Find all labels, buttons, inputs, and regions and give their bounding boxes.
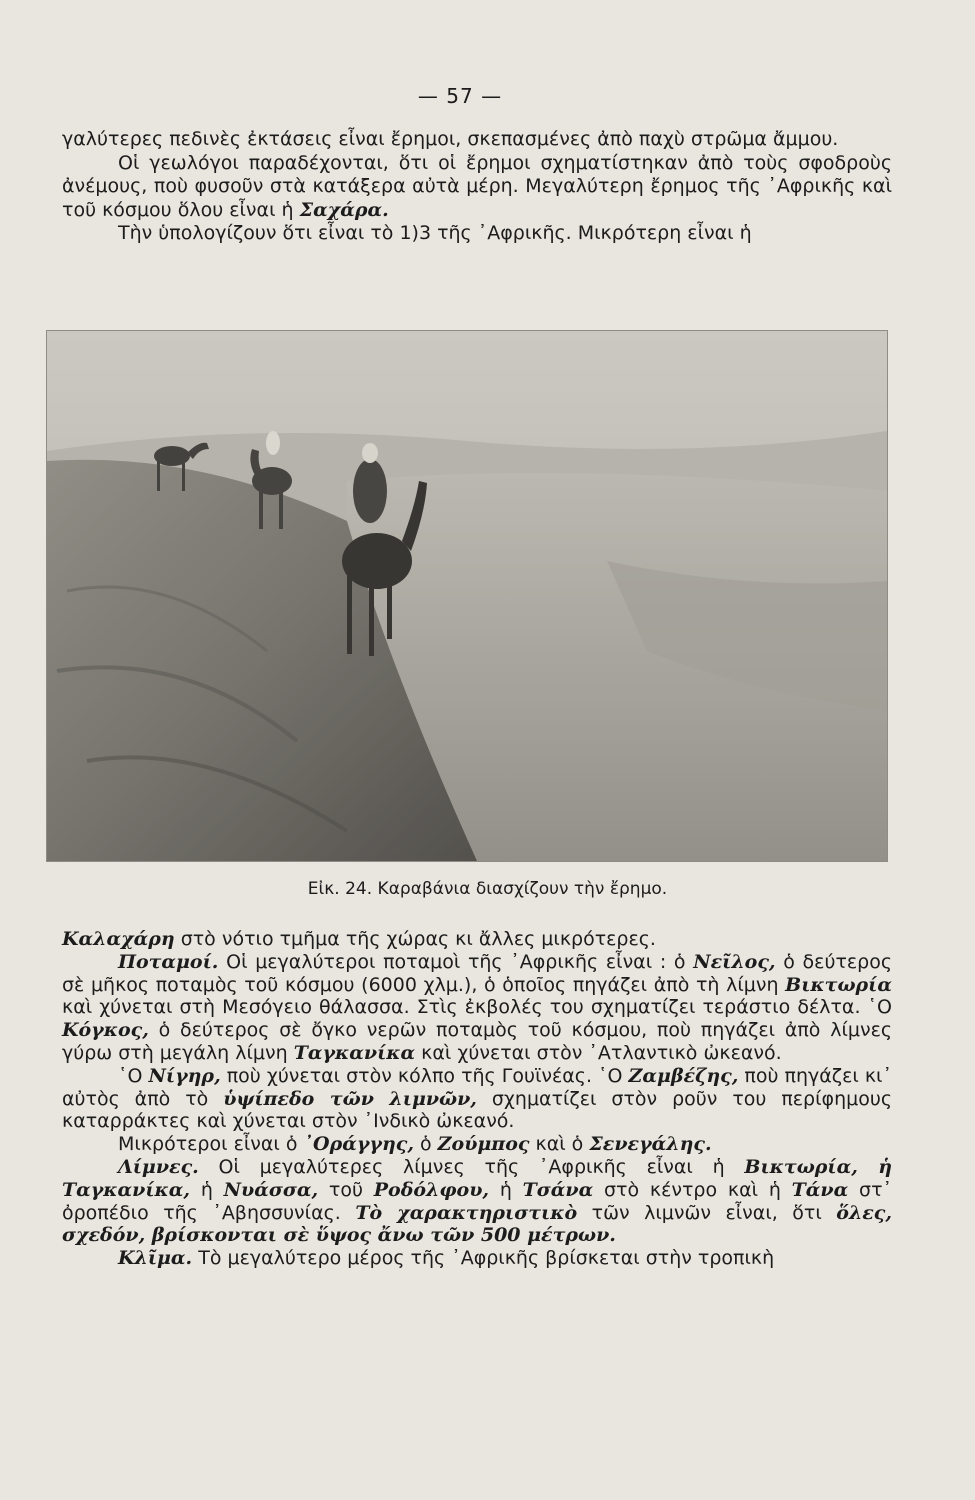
term-senegal: Σενεγάλης.: [589, 1133, 712, 1156]
kalahari-text: στὸ νότιο τμῆμα τῆς χώρας κι ἄλλες μικρότερες.: [174, 928, 656, 950]
paragraph-rivers: [62, 951, 892, 1065]
top-text-block: [62, 128, 892, 246]
term-tana: Τάνα: [791, 1178, 849, 1201]
term-lake-victoria-tanganyika: Βικτωρία, ἡ Ταγκανίκα,: [62, 1155, 893, 1201]
term-nyasa: Νυάσσα,: [223, 1178, 319, 1201]
figure-caption: Εἰκ. 24. Καραβάνια διασχίζουν τὴν ἔρημο.: [307, 879, 668, 899]
term-nile: Νεῖλος,: [693, 950, 776, 973]
term-victoria: Βικτωρία: [785, 973, 892, 996]
paragraph-kalahari: [62, 928, 892, 951]
term-orange: ᾿Οράγγης,: [303, 1133, 414, 1156]
lakes-text-5: στὸ κέντρο καὶ ἡ: [593, 1178, 792, 1201]
rivers-text-5: καὶ χύνεται στὸν ᾿Ατλαντικὸ ὠκεανό.: [415, 1041, 782, 1064]
term-niger: Νίγηρ,: [148, 1064, 221, 1087]
paragraph-geologists: [62, 152, 892, 223]
niger-text-1: ῾Ο: [118, 1064, 149, 1087]
term-characteristic: Τὸ χαρακτηριστικὸ: [355, 1201, 578, 1224]
heading-climate: Κλῖμα.: [118, 1247, 193, 1270]
paragraph-sahara-size: Τὴν ὑπολογίζουν ὅτι εἶναι τὸ 1)3 τῆς ᾿Αφρικῆς. Μικρότερη εἶναι ἡ: [118, 222, 752, 244]
niger-text-2: ποὺ χύνεται στὸν κόλπο τῆς Γουϊνέας. ῾Ο: [220, 1064, 629, 1087]
desert-caravan-image: [47, 331, 887, 861]
term-tanganyika: Ταγκανίκα: [293, 1041, 416, 1064]
paragraph-climate: [62, 1247, 892, 1270]
paragraph-geologists-text: Οἱ γεωλόγοι παραδέχονται, ὅτι οἱ ἔρημοι σχηματίστηκαν ἀπὸ τοὺς σφοδροὺς ἀνέμους, ποὺ φυσοῦν στὰ κατάξερα αὐτὰ μέρη. Μεγαλύτερη ἔρημος τῆς ᾿Αφρικῆς καὶ τοῦ κόσμου ὅλου εἶναι ἡ: [62, 151, 892, 221]
term-sahara: Σαχάρα.: [299, 198, 389, 221]
heading-lakes: Λίμνες.: [118, 1155, 199, 1178]
rivers-text-3: καὶ χύνεται στὴ Μεσόγειο θάλασσα. Στὶς ἐκβολές του σχηματίζει τεράστιο δέλτα. ῾Ο: [62, 996, 892, 1019]
climate-text-1: Τὸ μεγαλύτερο μέρος τῆς ᾿Αφρικῆς βρίσκεται στὴν τροπικὴ: [192, 1247, 775, 1270]
bottom-text-block: [62, 928, 892, 1270]
niger-text-3: ποὺ πηγάζει κι᾿ αὐτὸς ἀπὸ τὸ: [62, 1064, 892, 1110]
smaller-text-2: ὁ: [413, 1133, 438, 1156]
paragraph-lakes: [62, 1156, 892, 1247]
page-number: — 57 —: [417, 84, 503, 108]
rivers-text-2: ὁ δεύτερος σὲ μῆκος ποταμὸς τοῦ κόσμου (6000 χλμ.), ὁ ὁποῖος πηγάζει ἀπὸ τὴ λίμνη: [62, 950, 892, 996]
lakes-text-7: τῶν λιμνῶν εἶναι, ὅτι: [577, 1201, 837, 1224]
lakes-text-4: ἡ: [489, 1178, 523, 1201]
paragraph-niger: [62, 1065, 892, 1133]
smaller-text-1: Μικρότεροι εἶναι ὁ: [118, 1133, 304, 1156]
term-tsana: Τσάνα: [522, 1178, 594, 1201]
heading-rivers: Ποταμοί.: [118, 950, 219, 973]
term-congo: Κόγκος,: [62, 1019, 149, 1042]
rivers-text-4: ὁ δεύτερος σὲ ὄγκο νερῶν ποταμὸς τοῦ κόσμου, ποὺ πηγάζει ἀπὸ λίμνες γύρω στὴ μεγάλη λίμνη: [62, 1019, 892, 1064]
term-lakes-plateau: ὑψίπεδο τῶν λιμνῶν,: [223, 1087, 477, 1110]
lakes-text-3: τοῦ: [318, 1178, 374, 1201]
term-rudolf: Ροδόλφου,: [373, 1178, 490, 1201]
term-kalahari: Καλαχάρη: [62, 928, 175, 950]
lakes-text-6: στ᾿ ὀροπέδιο τῆς ᾿Αβησσυνίας.: [62, 1178, 893, 1224]
paragraph-deserts-intro: γαλύτερες πεδινὲς ἐκτάσεις εἶναι ἔρημοι, σκεπασμένες ἀπὸ παχὺ στρῶμα ἄμμου.: [62, 128, 839, 150]
term-limpopo: Ζούμπος: [437, 1133, 530, 1156]
niger-text-4: σχηματίζει στὸν ροῦν του περίφημους καταρράκτες καὶ χύνεται στὸν ᾿Ινδικὸ ὠκεανό.: [62, 1087, 892, 1133]
rivers-text-1: Οἱ μεγαλύτεροι ποταμοὶ τῆς ᾿Αφρικῆς εἶναι : ὁ: [218, 950, 694, 973]
figure-caravan-photo: [46, 330, 888, 862]
term-zambezi: Ζαμβέζης,: [628, 1064, 739, 1087]
paragraph-smaller-rivers: [62, 1133, 892, 1156]
term-altitude-note: ὅλες, σχεδόν, βρίσκονται σὲ ὕψος ἄνω τῶν 500 μέτρων.: [62, 1201, 892, 1247]
lakes-text-2: ἡ: [190, 1178, 224, 1201]
lakes-text-1: Οἱ μεγαλύτερες λίμνες τῆς ᾿Αφρικῆς εἶναι ἡ: [198, 1155, 745, 1178]
smaller-text-3: καὶ ὁ: [529, 1133, 590, 1156]
